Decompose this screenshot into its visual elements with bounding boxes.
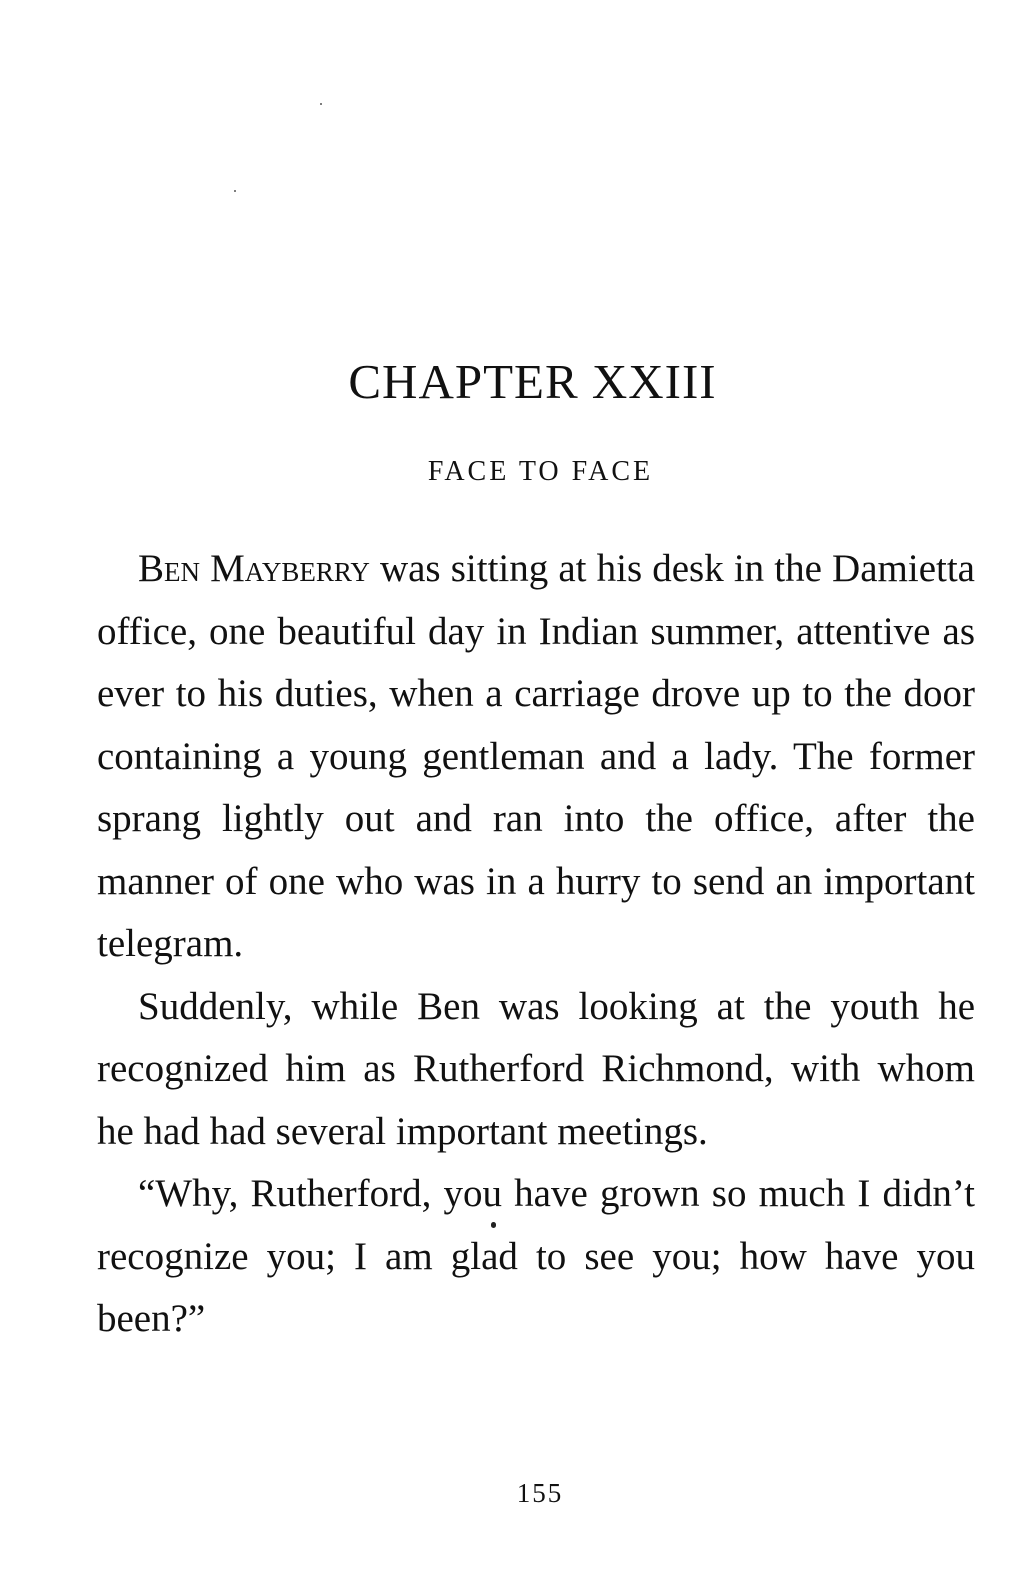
page-number: 155: [516, 1478, 564, 1508]
paragraph-text: was sitting at his desk in the Damietta office, one beautiful day in Indian summer, attentive as ever to his duties, when a carriage drove up to the door containing a young gentleman and a lady. The former sprang lightly out and ran into the office, after the manner of one who was in a hurry to send an important telegram.: [97, 547, 975, 965]
ink-speck: [234, 190, 236, 192]
chapter-title: CHAPTER XXIII: [348, 354, 717, 409]
body-text: [97, 538, 975, 1351]
ink-speck: [320, 103, 322, 105]
chapter-subtitle: FACE TO FACE: [427, 456, 654, 487]
paragraph: “Why, Rutherford, you have grown so much I didn’t recognize you; I am glad to see you; how have you been?”: [97, 1172, 975, 1340]
paragraph-lead: Ben Mayberry: [138, 547, 370, 590]
paragraph: [97, 538, 975, 976]
paragraph: Suddenly, while Ben was looking at the youth he recognized him as Rutherford Richmond, with whom he had had several important meetings.: [97, 984, 975, 1153]
